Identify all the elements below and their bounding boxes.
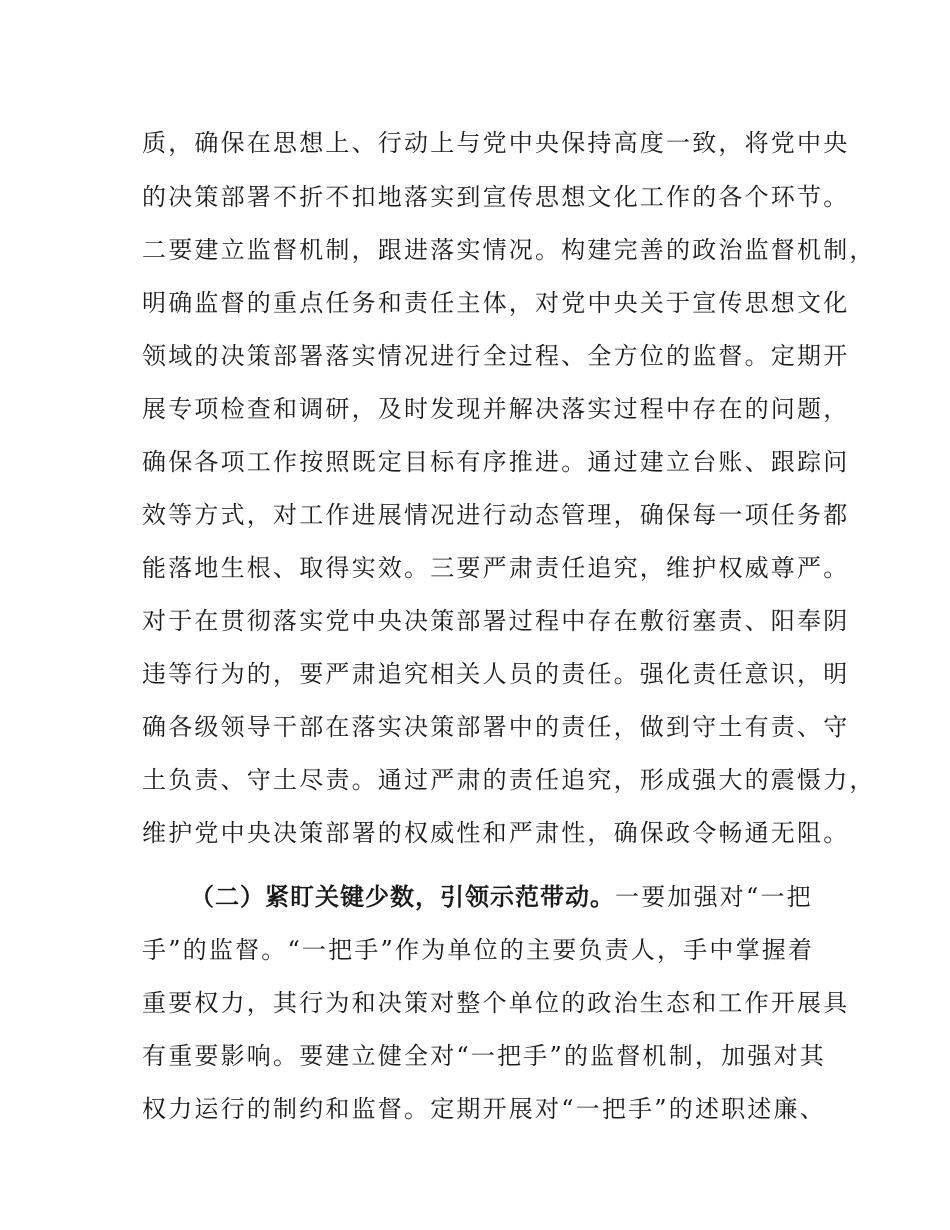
section-heading: （二）紧盯关键少数，引领示范带动。 [190,883,615,911]
paragraph-first-line [190,881,813,913]
text-line: 质，确保在思想上、行动上与党中央保持高度一致，将党中央 [142,129,850,157]
text-line: 二要建立监督机制，跟进落实情况。构建完善的政治监督机制， [142,236,876,264]
text-line: 展专项检查和调研，及时发现并解决落实过程中存在的问题， [142,395,850,423]
text-line: 明确监督的重点任务和责任主体，对党中央关于宣传思想文化 [142,289,850,317]
text-line: 确保各项工作按照既定目标有序推进。通过建立台账、跟踪问 [142,448,850,476]
text-line: 违等行为的，要严肃追究相关人员的责任。强化责任意识，明 [142,660,850,688]
text-line: 权力运行的制约和监督。定期开展对“一把手”的述职述廉、 [142,1095,826,1123]
text-line: 重要权力，其行为和决策对整个单位的政治生态和工作开展具 [142,989,850,1017]
text-line: 土负责、守土尽责。通过严肃的责任追究，形成强大的震慑力， [142,766,876,794]
text-line: 能落地生根、取得实效。三要严肃责任追究，维护权威尊严。 [142,554,850,582]
text-line: 确各级领导干部在落实决策部署中的责任，做到守土有责、守 [142,713,850,741]
text-line: 效等方式，对工作进展情况进行动态管理，确保每一项任务都 [142,501,850,529]
text-line: 维护党中央决策部署的权威性和严肃性，确保政令畅通无阻。 [142,819,850,847]
text-line: 的决策部署不折不扣地落实到宣传思想文化工作的各个环节。 [142,183,850,211]
text-line: 手”的监督。“一把手”作为单位的主要负责人，手中掌握着 [142,936,815,964]
text-line: 有重要影响。要建立健全对“一把手”的监督机制，加强对其 [142,1042,826,1070]
text-line: 对于在贯彻落实党中央决策部署过程中存在敷衍塞责、阳奉阴 [142,607,850,635]
text-line: 领域的决策部署落实情况进行全过程、全方位的监督。定期开 [142,342,850,370]
paragraph-text: 一要加强对“一把 [615,883,813,911]
